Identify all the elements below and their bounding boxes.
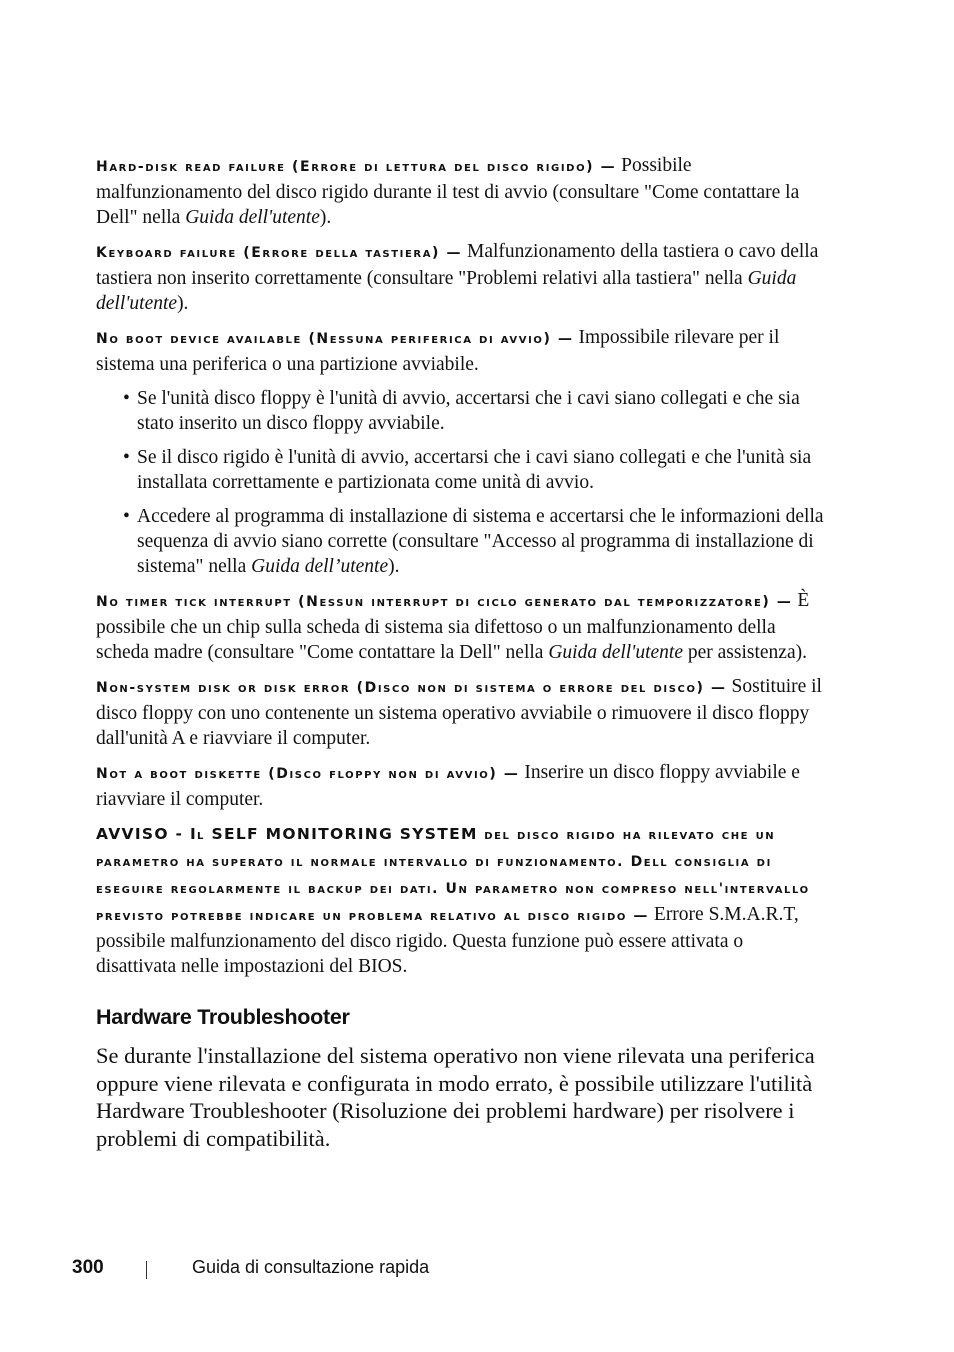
message-description-end: per assistenza).	[683, 642, 807, 663]
message-entry	[96, 239, 826, 316]
message-entry	[96, 325, 826, 377]
page-content	[96, 153, 826, 1152]
message-entry	[96, 153, 826, 230]
warning-term-system: SELF MONITORING SYSTEM	[211, 825, 478, 843]
message-description: È possibile che un chip sulla scheda di sistema sia difettoso o un malfunzionamento della scheda madre (consultare "Come contattare la Dell" nella	[96, 590, 810, 663]
message-description-end: ).	[319, 207, 332, 228]
page-footer	[72, 1257, 430, 1279]
bullet-item	[96, 445, 826, 495]
warning-term-start: AVVISO - I	[96, 825, 198, 843]
bullet-list	[96, 386, 826, 579]
message-term: No boot device available (Nessuna periferica di avvio) —	[96, 331, 574, 347]
bullet-text: Accedere al programma di installazione di sistema e accertarsi che le informazioni della sequenza di avvio siano corrette (consultare "Accesso al programma di installazione di sistema" nella	[137, 506, 824, 577]
section-body: Se durante l'installazione del sistema operativo non viene rilevata una periferica oppure viene rilevata e configurata in modo errato, è possibile utilizzare l'utilità Hardware Troubleshooter (Risoluzione dei problemi hardware) per risolvere i problemi di compatibilità.	[96, 1043, 815, 1151]
warning-entry	[96, 821, 826, 979]
message-entry	[96, 674, 826, 751]
message-term: Hard-disk read failure (Errore di lettura del disco rigido) —	[96, 159, 617, 175]
message-term: No timer tick interrupt (Nessun interrupt di ciclo generato dal temporizzatore) —	[96, 594, 793, 610]
section-heading: Hardware Troubleshooter	[96, 1005, 350, 1029]
message-description: Inserire un disco floppy avviabile e riavviare il computer.	[96, 762, 800, 810]
guide-reference: Guida dell'utente	[96, 268, 797, 314]
guide-reference: Guida dell'utente	[185, 207, 320, 228]
bullet-item	[96, 504, 826, 579]
message-entry	[96, 588, 826, 665]
footer-divider	[146, 1261, 147, 1279]
guide-reference: Guida dell'utente	[548, 642, 683, 663]
bullet-item	[96, 386, 826, 436]
message-description: Possibile malfunzionamento del disco rigido durante il test di avvio (consultare "Come contattare la Dell" nella	[96, 155, 800, 228]
message-term: Not a boot diskette (Disco floppy non di avvio) —	[96, 766, 520, 782]
guide-reference: Guida dell’utente	[251, 556, 389, 577]
warning-term-rest: del disco rigido ha rilevato che un parametro ha superato il normale intervallo di funzionamento. Dell consiglia di eseguire regolarmente il backup dei dati. Un parametro non compreso nell'intervallo previsto potrebbe indicare un problema relativo al disco rigido —	[96, 827, 810, 924]
page-number: 300	[72, 1257, 104, 1278]
message-term: Keyboard failure (Errore della tastiera) —	[96, 245, 463, 261]
warning-term-smallcaps: l	[197, 827, 212, 843]
message-description: Sostituire il disco floppy con uno contenente un sistema operativo avviabile o rimuovere il disco floppy dall'unità A e riavviare il computer.	[96, 676, 822, 749]
bullet-text: Se il disco rigido è l'unità di avvio, accertarsi che i cavi siano collegati e che l'unità sia installata correttamente e partizionata come unità di avvio.	[137, 447, 812, 493]
message-term: Non-system disk or disk error (Disco non di sistema o errore del disco) —	[96, 680, 727, 696]
bullet-text: Se l'unità disco floppy è l'unità di avvio, accertarsi che i cavi siano collegati e che sia stato inserito un disco floppy avviabile.	[137, 388, 800, 434]
footer-title: Guida di consultazione rapida	[192, 1257, 430, 1277]
message-description-end: ).	[177, 293, 189, 314]
message-description: Impossibile rilevare per il sistema una periferica o una partizione avviabile.	[96, 327, 780, 375]
warning-description: Errore S.M.A.R.T, possibile malfunzionamento del disco rigido. Questa funzione può essere attivata o disattivata nelle impostazioni del BIOS.	[96, 904, 799, 977]
message-entry	[96, 760, 826, 812]
message-description: Malfunzionamento della tastiera o cavo della tastiera non inserito correttamente (consultare "Problemi relativi alla tastiera" nella	[96, 241, 819, 289]
bullet-text-end: ).	[388, 556, 400, 577]
